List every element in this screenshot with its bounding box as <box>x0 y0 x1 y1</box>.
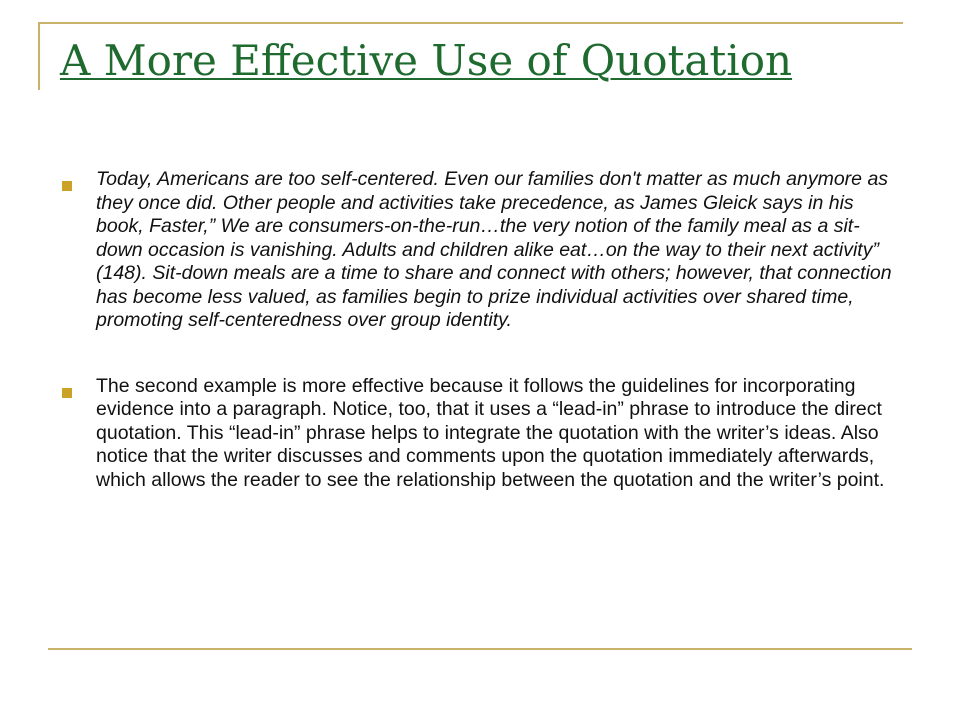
square-bullet-icon <box>62 388 72 398</box>
bottom-divider-line <box>48 648 912 650</box>
quotation-example-paragraph: Today, Americans are too self-centered. Even our families don't matter as much anymore as they once did. Other people and activities take precedence, as James Gleick says in his book, Faster,” We are consumers-on-the-run…the very notion of the family meal as a sit-down occasion is vanishing. Adults and children alike eat…on the way to their next activity” (148). Sit-down meals are a time to share and connect with others; however, that connection has become less valued, as families begin to prize individual activities over shared time, promoting self-centeredness over group identity. <box>96 168 892 331</box>
left-divider-line <box>38 22 40 90</box>
list-item <box>60 168 900 333</box>
square-bullet-icon <box>62 181 72 191</box>
explanation-paragraph: The second example is more effective because it follows the guidelines for incorporating evidence into a paragraph. Notice, too, that it uses a “lead-in” phrase to introduce the direct quotation. This “lead-in” phrase helps to integrate the quotation with the writer’s ideas. Also notice that the writer discusses and comments upon the quotation immediately afterwards, which allows the reader to see the relationship between the quotation and the writer’s point. <box>96 374 885 491</box>
top-divider-line <box>38 22 903 24</box>
bullet-list <box>60 168 900 534</box>
list-item <box>60 375 900 493</box>
slide-title[interactable]: A More Effective Use of Quotation <box>60 36 793 85</box>
